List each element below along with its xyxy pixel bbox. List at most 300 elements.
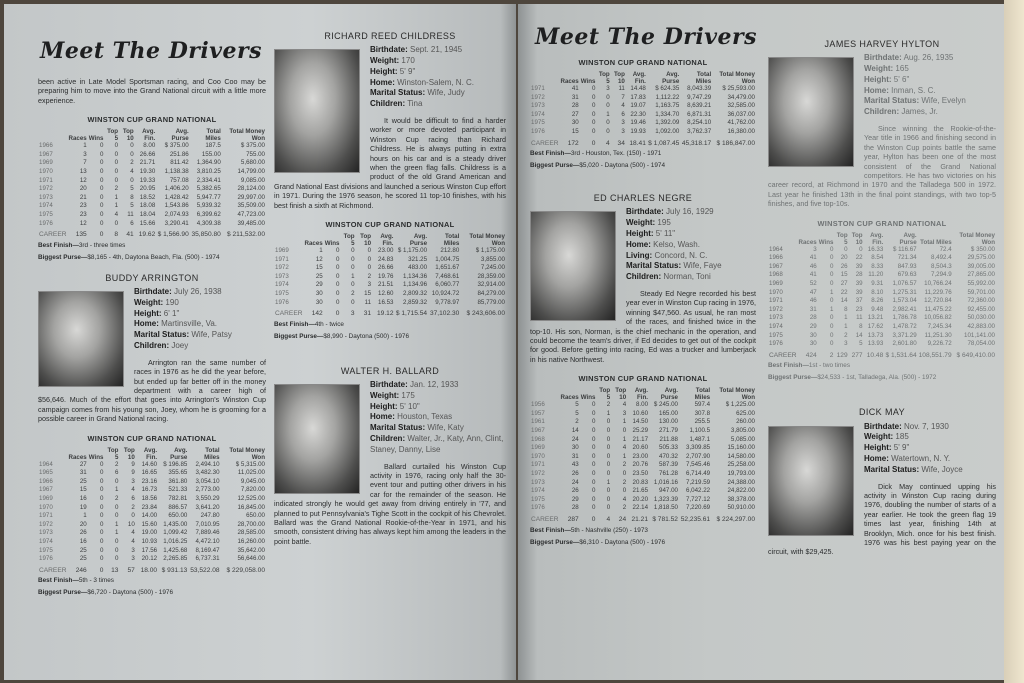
- table-cell: 35,509.00: [237, 202, 265, 210]
- table-cell: 2: [351, 290, 355, 298]
- table-cell: $ 1,175.00: [475, 247, 505, 255]
- table-cell: 1974: [275, 281, 289, 289]
- table-cell: 46: [809, 297, 817, 305]
- table-cell: 11: [856, 314, 863, 322]
- column-header: Total Miles: [694, 387, 711, 402]
- table-row: [530, 461, 756, 470]
- table-row: [768, 280, 996, 289]
- table-cell: 755.00: [246, 150, 265, 158]
- table-cell: $ 243,606.00: [466, 310, 505, 318]
- table-cell: 0: [100, 469, 104, 477]
- table-cell: 1: [114, 529, 119, 537]
- table-cell: 0: [351, 281, 355, 289]
- table-cell: 0: [100, 460, 104, 468]
- table-cell: 19.76: [378, 272, 394, 280]
- table-cell: 23.16: [141, 477, 158, 485]
- table-cell: 0: [592, 461, 596, 469]
- table-cell: 19.07: [630, 102, 646, 110]
- table-cell: 18.08: [139, 202, 156, 210]
- table-row: [274, 281, 506, 290]
- table-cell: 8.00: [635, 401, 649, 409]
- table-cell: 0: [100, 219, 104, 227]
- table-cell: 18.04: [139, 210, 156, 218]
- table-cell: 0: [114, 159, 119, 167]
- table-cell: 1,112.22: [655, 93, 680, 101]
- table-cell: 26: [840, 262, 848, 270]
- table-cell: $ 375.00: [240, 142, 265, 150]
- table-cell: 1971: [769, 297, 783, 305]
- table-row: [768, 254, 996, 263]
- table-cell: 9,778.97: [435, 298, 460, 306]
- table-cell: 41: [571, 85, 579, 92]
- column-header: Top 10: [615, 387, 627, 402]
- table-row: [274, 264, 506, 273]
- table-cell: 31: [79, 469, 87, 477]
- table-cell: 3: [622, 409, 627, 417]
- table-cell: 0: [114, 150, 119, 158]
- table-cell: 321.25: [408, 255, 428, 263]
- table-cell: 3,482.30: [195, 469, 220, 477]
- table-cell: 0: [100, 546, 104, 554]
- table-cell: 16.33: [867, 245, 884, 253]
- table-cell: 1972: [769, 305, 783, 313]
- table-cell: 3: [621, 127, 625, 135]
- table-cell: 8.33: [871, 262, 884, 270]
- table-row: [38, 478, 266, 487]
- table-cell: 72,360.00: [967, 297, 995, 305]
- table-title: WINSTON CUP GRAND NATIONAL: [578, 374, 708, 384]
- table-cell: 597.4: [694, 401, 711, 409]
- table-cell: $ 116.67: [893, 245, 917, 253]
- table-cell: 23: [79, 202, 87, 210]
- career-row: [768, 349, 996, 361]
- column-header: Total Money Won: [469, 233, 505, 248]
- table-cell: 13.73: [867, 331, 884, 339]
- table-cell: 260.00: [736, 418, 755, 426]
- table-cell: 15.60: [141, 520, 158, 528]
- table-cell: 1,487.1: [689, 435, 711, 443]
- info-weight: Weight: 170: [370, 56, 415, 65]
- info-birthdate: Birthdate: Aug. 26, 1935: [864, 53, 954, 63]
- table-cell: 1974: [39, 202, 53, 210]
- table-title: WINSTON CUP GRAND NATIONAL: [325, 220, 455, 230]
- table-cell: 9,045.00: [240, 477, 265, 485]
- table-cell: 4: [114, 210, 119, 218]
- table-cell: 1976: [769, 340, 783, 348]
- table-cell: 0: [592, 102, 596, 110]
- table-row: [530, 496, 756, 505]
- column-header: Avg. Fin.: [143, 446, 158, 461]
- table-cell: 52: [809, 280, 817, 288]
- table-cell: 0: [114, 503, 119, 511]
- table-cell: 1965: [39, 469, 53, 477]
- table-cell: 0: [606, 461, 611, 469]
- table-cell: $ 624.35: [655, 85, 680, 92]
- table-cell: 307.8: [694, 409, 711, 417]
- table-cell: 0: [114, 168, 119, 175]
- table-cell: 1,100.5: [689, 426, 711, 434]
- table-cell: 2: [622, 461, 627, 469]
- table-cell: 1969: [275, 247, 289, 255]
- best-finish: Best Finish—5th - Nashville (250) - 1973: [530, 526, 648, 534]
- table-cell: 25,258.00: [727, 461, 755, 469]
- table-cell: 2: [114, 185, 119, 193]
- table-cell: 9.48: [871, 305, 884, 313]
- table-cell: 1971: [39, 176, 53, 184]
- table-cell: 16: [79, 537, 87, 545]
- table-cell: 0: [351, 255, 355, 263]
- table-row: [530, 427, 756, 436]
- table-cell: 78,054.00: [967, 340, 995, 348]
- table-cell: 12.60: [378, 290, 394, 298]
- info-marital: Marital Status: Wife, Judy: [370, 88, 465, 98]
- table-cell: 0: [591, 515, 596, 523]
- table-cell: 4: [606, 515, 611, 523]
- table-cell: 211.88: [659, 435, 678, 443]
- table-cell: 15,160.00: [727, 444, 755, 452]
- table-cell: $ 196.85: [163, 460, 188, 468]
- table-cell: 0: [592, 487, 596, 495]
- table-cell: 1967: [39, 486, 53, 494]
- table-cell: 7,820.00: [240, 486, 265, 494]
- table-row: [530, 410, 756, 419]
- table-cell: 3: [606, 85, 610, 92]
- table-cell: 20: [840, 254, 848, 262]
- table-cell: 521.33: [168, 486, 188, 494]
- table-cell: 7,245.34: [927, 322, 952, 330]
- table-cell: 108,551.79: [918, 351, 952, 359]
- table-cell: 1: [830, 288, 834, 296]
- table-cell: 10.60: [632, 409, 649, 417]
- table-cell: 0: [130, 176, 134, 184]
- table-cell: 782.81: [168, 494, 188, 502]
- table-cell: 761.28: [659, 469, 678, 477]
- table-cell: 3: [350, 310, 355, 318]
- table-cell: 0: [592, 85, 596, 92]
- table-cell: 14.60: [141, 460, 158, 468]
- table-cell: 45,318.17: [681, 139, 712, 147]
- table-cell: 470.32: [659, 452, 678, 460]
- table-cell: 0: [592, 418, 596, 426]
- table-cell: 11,025.00: [237, 469, 265, 477]
- column-header: Top 5: [343, 233, 355, 248]
- stats-table-block: [38, 115, 266, 264]
- table-cell: 0: [606, 444, 611, 452]
- info-height: Height: 5' 6": [864, 74, 910, 84]
- table-cell: 5,939.32: [196, 202, 221, 210]
- table-cell: 1,786.78: [892, 314, 917, 322]
- table-cell: 2: [829, 351, 834, 359]
- table-cell: 5,382.65: [196, 185, 221, 193]
- table-cell: 3,641.20: [195, 503, 220, 511]
- info-marital: Marital Status: Wife, Patsy: [134, 330, 232, 340]
- table-cell: 84,279.00: [477, 290, 505, 298]
- table-cell: 7,294.9: [931, 271, 952, 279]
- table-cell: 2,982.41: [892, 305, 917, 313]
- driver-photo: [530, 211, 616, 321]
- table-cell: 0: [592, 401, 596, 409]
- table-cell: 129: [836, 351, 848, 359]
- biggest-purse: Biggest Purse—$8,165 - 4th, Daytona Beach, Fla. (500) - 1974: [38, 253, 220, 261]
- table-cell: 26: [571, 487, 579, 495]
- table-row: [768, 263, 996, 272]
- table-row: [274, 299, 506, 308]
- table-cell: 41: [809, 271, 817, 279]
- table-cell: 0: [830, 254, 834, 262]
- table-cell: 2: [575, 418, 579, 426]
- table-cell: 57: [127, 566, 135, 574]
- table-cell: 1970: [39, 503, 53, 511]
- info-children: Children: Tina: [370, 99, 423, 109]
- table-cell: CAREER: [275, 310, 303, 318]
- table-cell: 1: [114, 486, 119, 494]
- table-cell: 13.93: [867, 340, 884, 348]
- table-cell: 7,219.59: [686, 478, 711, 486]
- table-cell: 19.30: [139, 168, 156, 175]
- table-row: [38, 194, 266, 203]
- table-cell: 0: [592, 452, 596, 460]
- table-cell: $ 229,058.00: [226, 566, 265, 574]
- table-cell: 8.26: [871, 297, 884, 305]
- table-cell: 0: [830, 322, 834, 330]
- table-cell: 9,085.00: [240, 176, 265, 184]
- table-cell: 92,455.00: [967, 305, 995, 313]
- column-header: Avg. Purse: [899, 231, 917, 246]
- table-cell: 30: [315, 290, 323, 298]
- table-cell: 1: [114, 193, 119, 201]
- table-cell: 0: [592, 495, 596, 503]
- table-cell: 20.20: [632, 495, 649, 503]
- table-cell: 847.93: [897, 262, 917, 270]
- table-cell: 0: [606, 426, 611, 434]
- table-cell: 1970: [531, 452, 545, 460]
- table-cell: 25: [79, 546, 87, 554]
- table-cell: $ 781.52: [652, 515, 678, 523]
- career-row: [274, 307, 506, 319]
- table-cell: 24: [618, 515, 627, 523]
- table-cell: 0: [830, 340, 834, 348]
- table-cell: $ 245.00: [653, 401, 678, 409]
- table-cell: 1972: [39, 185, 53, 193]
- table-cell: 6: [131, 494, 135, 502]
- table-cell: 0: [622, 469, 627, 477]
- table-cell: 21.17: [632, 435, 649, 443]
- table-cell: 0: [622, 426, 627, 434]
- table-cell: 8,169.47: [195, 546, 220, 554]
- table-cell: 130.00: [659, 418, 678, 426]
- table-cell: 1,016.16: [653, 478, 678, 486]
- table-cell: 19.62: [138, 231, 156, 239]
- table-cell: $ 375.00: [164, 142, 189, 150]
- table-title: WINSTON CUP GRAND NATIONAL: [87, 433, 217, 443]
- table-cell: 31: [363, 310, 372, 318]
- table-cell: 0: [114, 142, 119, 150]
- table-cell: 0: [830, 314, 834, 322]
- table-cell: 1971: [39, 512, 53, 520]
- table-cell: 2,494.10: [195, 460, 220, 468]
- table-cell: 0: [336, 298, 340, 306]
- table-cell: 4: [130, 168, 134, 175]
- table-cell: 46: [809, 262, 817, 270]
- table-cell: 26.66: [139, 150, 156, 158]
- table-cell: 0: [606, 435, 611, 443]
- table-cell: 22: [855, 254, 863, 262]
- table-cell: 142: [311, 310, 323, 318]
- table-cell: 0: [114, 176, 119, 184]
- table-cell: 14: [855, 331, 863, 339]
- table-row: [38, 547, 266, 556]
- driver-profile: [38, 274, 266, 424]
- table-cell: 0: [830, 262, 834, 270]
- table-cell: 7,727.12: [686, 495, 711, 503]
- table-cell: 16.65: [141, 469, 158, 477]
- table-cell: 0: [100, 193, 104, 201]
- table-cell: 23.50: [632, 469, 649, 477]
- table-cell: 0: [367, 247, 372, 255]
- table-cell: 101,141.00: [964, 331, 995, 339]
- table-cell: 1972: [531, 469, 545, 477]
- info-height: Height: 5' 11": [626, 228, 676, 238]
- table-cell: 0: [336, 272, 340, 280]
- info-birthdate: Birthdate: Nov. 7, 1930: [864, 421, 949, 431]
- info-birthdate: Birthdate: July 16, 1929: [626, 207, 714, 217]
- table-cell: 3: [131, 555, 135, 563]
- column-header: Wins: [580, 394, 596, 402]
- table-cell: 0: [131, 512, 135, 520]
- table-cell: 15: [364, 290, 372, 298]
- info-children: Children: James, Jr.: [864, 107, 938, 117]
- column-header: Top 10: [613, 71, 625, 85]
- table-cell: 14,799.00: [237, 168, 265, 175]
- table-cell: 28,124.00: [237, 185, 265, 193]
- table-cell: 1971: [531, 461, 545, 469]
- table-cell: 7: [621, 93, 625, 101]
- table-cell: 0: [99, 231, 104, 239]
- table-cell: 30: [571, 444, 579, 452]
- table-cell: 27: [79, 460, 87, 468]
- table-row: [768, 306, 996, 315]
- table-cell: 10: [127, 520, 135, 528]
- driver-profile: [530, 194, 756, 364]
- column-header: Avg. Purse: [409, 233, 428, 248]
- table-cell: 246: [75, 566, 87, 574]
- table-cell: 31: [571, 93, 579, 101]
- table-cell: 679.63: [897, 271, 917, 279]
- table-cell: 1,016.25: [163, 537, 188, 545]
- table-cell: 6,871.31: [687, 110, 712, 118]
- column-header: Avg. Fin.: [142, 128, 156, 143]
- table-cell: 0: [100, 185, 104, 193]
- biggest-purse: Biggest Purse—$6,720 - Daytona (500) - 1976: [38, 589, 173, 597]
- table-cell: 1976: [531, 504, 545, 512]
- table-cell: 355.65: [168, 469, 188, 477]
- table-cell: 0: [114, 537, 119, 545]
- table-cell: 1,134.96: [402, 281, 428, 289]
- table-cell: 2: [844, 331, 848, 339]
- table-cell: 17.62: [867, 322, 884, 330]
- table-cell: 27,865.00: [967, 271, 995, 279]
- stats-table-block: [530, 374, 756, 548]
- table-cell: 12,525.00: [237, 494, 265, 502]
- info-birthdate: Birthdate: July 26, 1938: [134, 286, 222, 296]
- table-cell: 11: [364, 298, 372, 306]
- table-cell: 1: [622, 435, 627, 443]
- driver-photo: [274, 384, 360, 494]
- table-cell: 25: [315, 272, 323, 280]
- column-header: Top 5: [107, 128, 119, 143]
- table-cell: 0: [100, 477, 104, 485]
- driver-photo: [768, 426, 854, 536]
- table-cell: 1,651.67: [435, 264, 460, 272]
- best-finish: Best Finish—1st - two times: [768, 362, 851, 370]
- table-cell: 1976: [275, 298, 289, 306]
- info-marital: Marital Status: Wife, Katy: [370, 423, 464, 433]
- table-cell: 2,707.90: [686, 452, 711, 460]
- table-cell: 3: [367, 281, 372, 289]
- table-cell: 17.83: [630, 93, 646, 101]
- table-cell: 5,947.77: [196, 193, 221, 201]
- table-cell: 1967: [531, 426, 545, 434]
- table-cell: 505.33: [659, 444, 678, 452]
- table-cell: 28: [571, 504, 579, 512]
- column-header: Total Miles: [205, 128, 221, 143]
- table-cell: 38,378.00: [727, 495, 755, 503]
- table-cell: 0: [351, 298, 355, 306]
- right-column-2: [768, 40, 996, 557]
- table-cell: 4: [622, 444, 627, 452]
- table-cell: 15: [79, 486, 87, 494]
- table-cell: 23.00: [632, 452, 649, 460]
- table-cell: 15: [571, 127, 579, 135]
- table-cell: $ 350.00: [970, 245, 995, 253]
- driver-name: JAMES HARVEY HYLTON: [824, 39, 940, 49]
- table-cell: 271.79: [659, 426, 678, 434]
- table-cell: 1975: [531, 119, 545, 127]
- table-cell: 8,504.3: [931, 262, 952, 270]
- table-row: [530, 85, 756, 94]
- column-header: Top 10: [360, 233, 372, 248]
- table-cell: 0: [100, 520, 104, 528]
- info-living: Living: Concord, N. C.: [626, 250, 708, 260]
- table-cell: 30: [809, 331, 817, 339]
- table-row: [274, 273, 506, 282]
- table-row: [38, 142, 266, 151]
- table-cell: 39,005.00: [967, 262, 995, 270]
- driver-name: BUDDY ARRINGTON: [105, 272, 199, 283]
- table-cell: 1973: [275, 272, 289, 280]
- table-row: [38, 202, 266, 211]
- table-cell: 1975: [39, 210, 53, 218]
- table-cell: 15: [840, 271, 848, 279]
- table-cell: 17.56: [141, 546, 158, 554]
- column-header: Top 10: [851, 231, 863, 246]
- table-cell: 2,334.41: [196, 176, 221, 184]
- table-cell: 187.5: [205, 142, 221, 150]
- table-cell: 12: [315, 255, 323, 263]
- table-cell: 35,642.00: [237, 546, 265, 554]
- table-cell: 1: [606, 409, 611, 417]
- table-cell: 8: [844, 305, 848, 313]
- table-cell: 14.00: [141, 512, 158, 520]
- table-cell: 8,492.4: [931, 254, 952, 262]
- table-cell: 155.00: [201, 150, 221, 158]
- driver-photo: [38, 291, 124, 387]
- table-cell: 16,845.00: [237, 503, 265, 511]
- table-cell: 23.00: [378, 247, 394, 255]
- table-cell: 1976: [39, 219, 53, 227]
- column-header: Top 10: [123, 446, 135, 461]
- info-marital: Marital Status: Wife, Faye: [626, 261, 722, 271]
